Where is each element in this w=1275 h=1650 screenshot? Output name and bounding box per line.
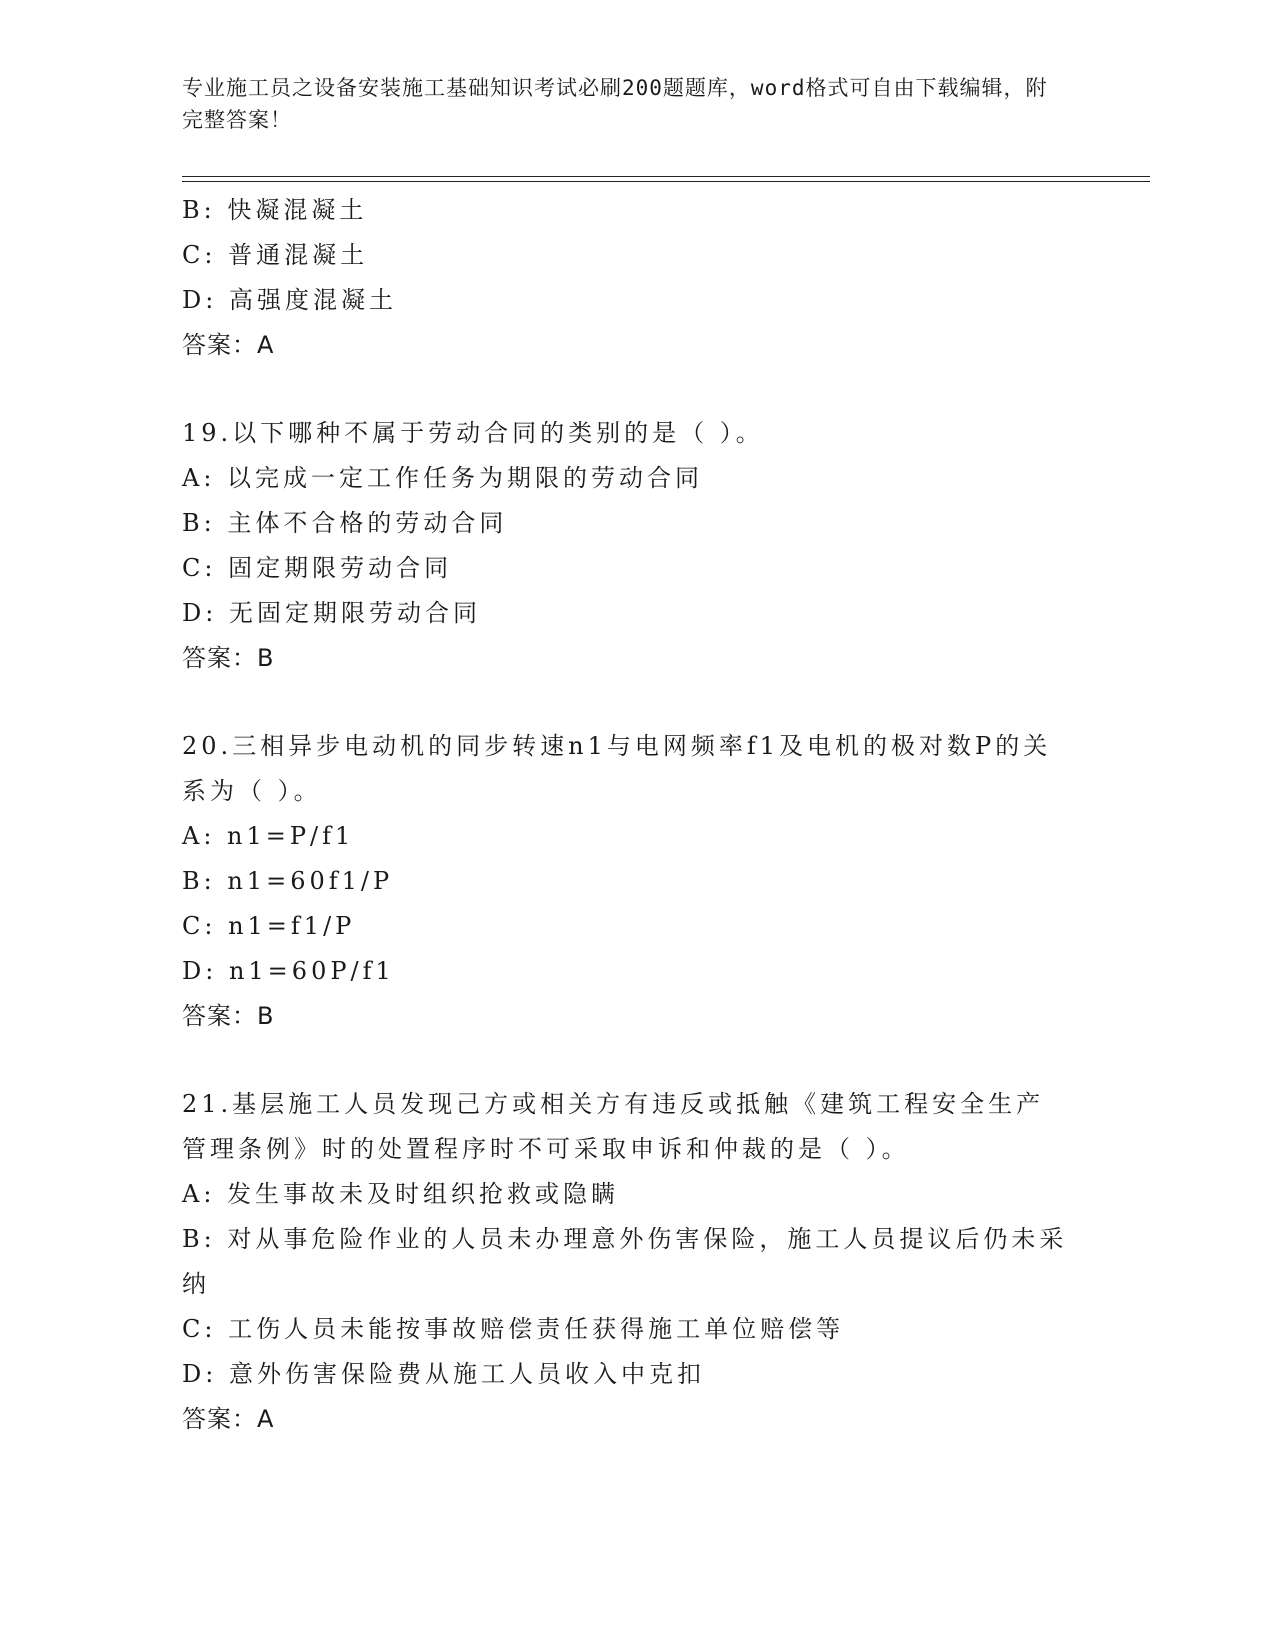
question-21 bbox=[182, 1082, 1082, 1442]
header-rule-top bbox=[182, 176, 1150, 177]
question-list bbox=[182, 188, 1082, 1442]
option-d: D: 无固定期限劳动合同 bbox=[182, 599, 481, 627]
option-b: B: 对从事危险作业的人员未办理意外伤害保险，施工人员提议后仍未采纳 bbox=[182, 1225, 1068, 1298]
question-20 bbox=[182, 724, 1082, 1039]
option-c: C: 固定期限劳动合同 bbox=[182, 554, 453, 582]
option-c: C: n1=f1/P bbox=[182, 912, 356, 940]
question-text: 20.三相异步电动机的同步转速n1与电网频率f1及电机的极对数P的关系为（ ）。 bbox=[182, 732, 1052, 805]
question-text: 19.以下哪种不属于劳动合同的类别的是（ ）。 bbox=[182, 419, 764, 447]
option-b: B: 主体不合格的劳动合同 bbox=[182, 509, 508, 537]
header-rule-bottom bbox=[182, 181, 1150, 182]
option-d: D: 高强度混凝土 bbox=[182, 286, 397, 314]
answer-label: 答案：A bbox=[182, 1405, 275, 1433]
document-header: 专业施工员之设备安装施工基础知识考试必刷200题题库，word格式可自由下载编辑，附完整答案！ bbox=[182, 76, 1048, 132]
option-b: B: n1=60f1/P bbox=[182, 867, 394, 895]
answer-label: 答案：B bbox=[182, 644, 275, 672]
option-a: A: n1=P/f1 bbox=[182, 822, 355, 850]
answer-label: 答案：B bbox=[182, 1002, 275, 1030]
answer-label: 答案：A bbox=[182, 331, 275, 359]
question-18 bbox=[182, 188, 1082, 368]
option-a: A: 以完成一定工作任务为期限的劳动合同 bbox=[182, 464, 704, 492]
option-b: B: 快凝混凝土 bbox=[182, 196, 368, 224]
option-c: C: 普通混凝土 bbox=[182, 241, 369, 269]
question-19 bbox=[182, 411, 1082, 681]
option-a: A: 发生事故未及时组织抢救或隐瞒 bbox=[182, 1180, 620, 1208]
option-d: D: 意外伤害保险费从施工人员收入中克扣 bbox=[182, 1360, 705, 1388]
question-text: 21.基层施工人员发现己方或相关方有违反或抵触《建筑工程安全生产管理条例》时的处置程序时不可采取申诉和仲裁的是（ ）。 bbox=[182, 1090, 1045, 1163]
option-d: D: n1=60P/f1 bbox=[182, 957, 395, 985]
option-c: C: 工伤人员未能按事故赔偿责任获得施工单位赔偿等 bbox=[182, 1315, 845, 1343]
